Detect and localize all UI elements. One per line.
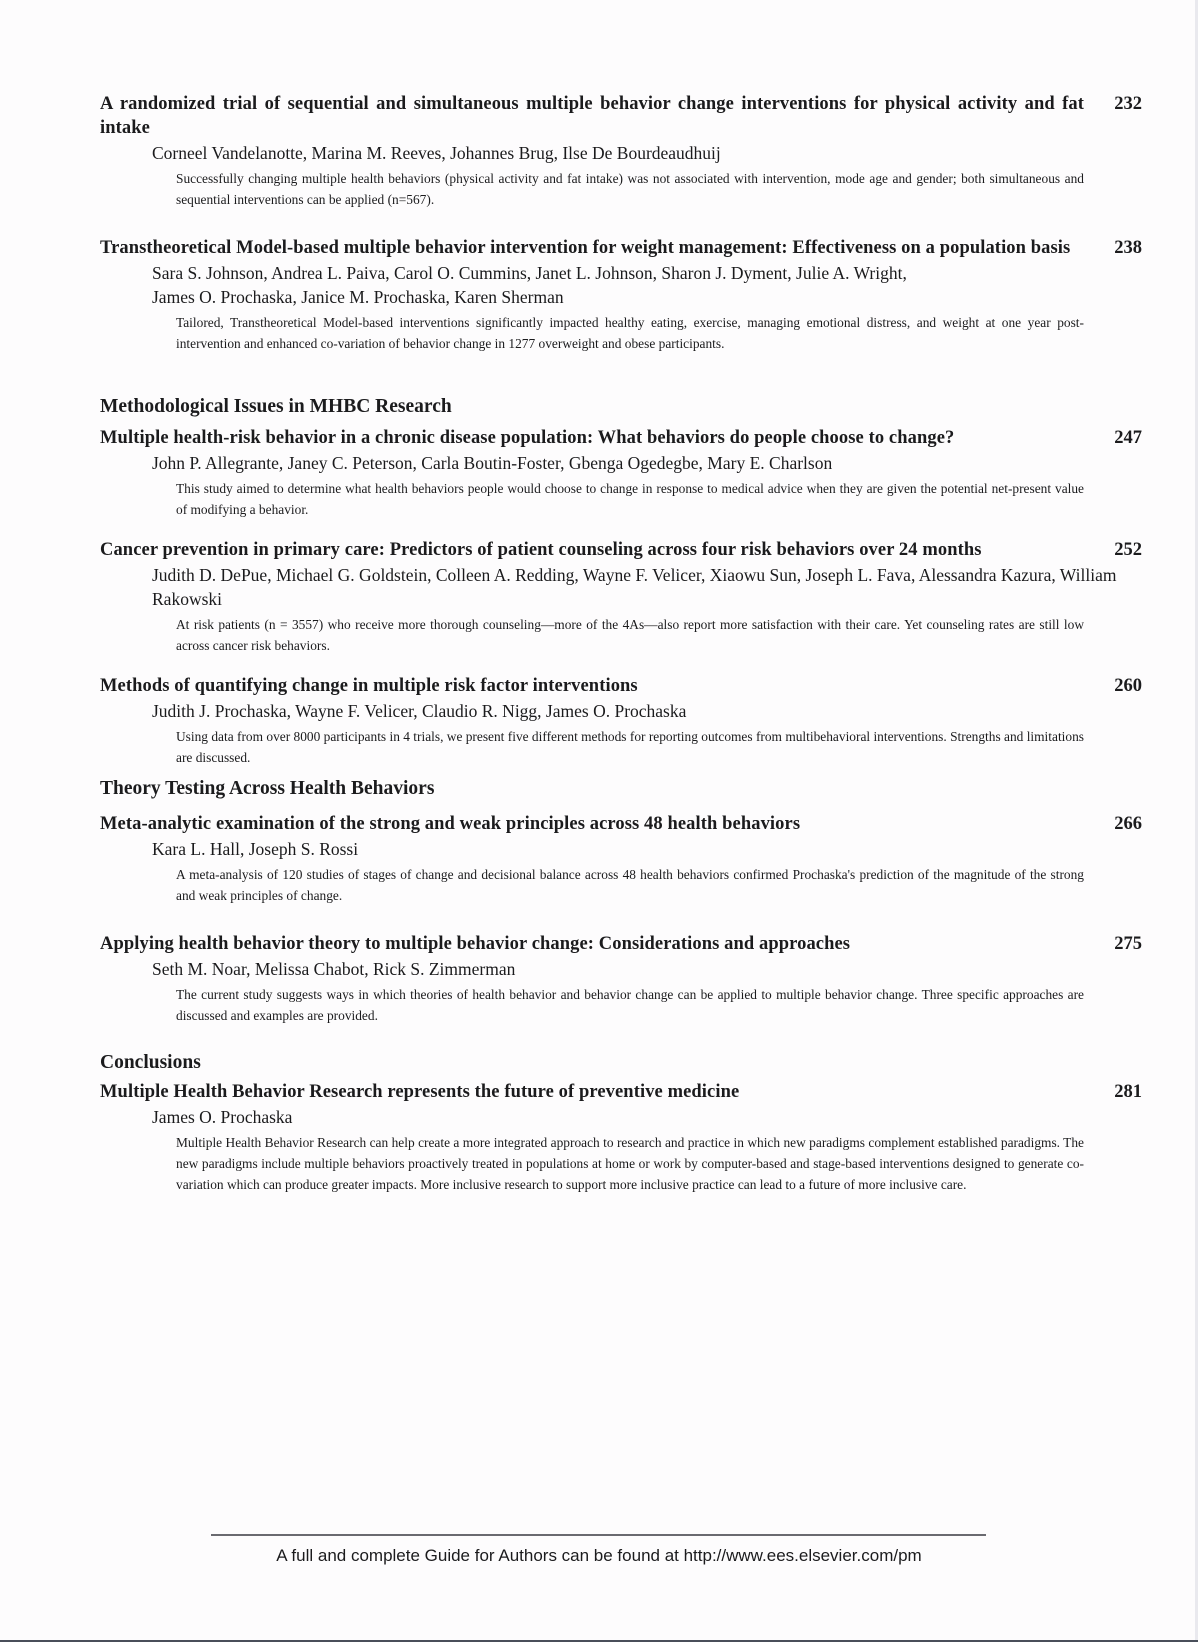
article-authors: Judith D. DePue, Michael G. Goldstein, Colleen A. Redding, Wayne F. Velicer, Xiaowu Sun, Joseph L. Fava, Alessandra Kazura, William Rakowski bbox=[152, 565, 1117, 609]
article-abstract: Multiple Health Behavior Research can help create a more integrated approach to research and practice in which new paradigms complement established paradigms. The new paradigms include multiple behaviors proactively treated in populations at home or work by computer-based and stage-based interventions designed to generate co-variation which can produce greater impacts. More inclusive research to support more inclusive practice can lead to a future of more inclusive care. bbox=[176, 1135, 1084, 1192]
article-authors: Judith J. Prochaska, Wayne F. Velicer, Claudio R. Nigg, James O. Prochaska bbox=[152, 701, 687, 721]
section-heading: Methodological Issues in MHBC Research bbox=[100, 396, 452, 417]
page-number: 232 bbox=[1114, 94, 1142, 114]
footer-guide-for-authors: A full and complete Guide for Authors can be found at http://www.ees.elsevier.com/pm bbox=[276, 1546, 922, 1565]
article-abstract: The current study suggests ways in which theories of health behavior and behavior change can be applied to multiple behavior change. Three specific approaches are discussed and examples are provided. bbox=[176, 987, 1084, 1023]
article-abstract: This study aimed to determine what health behaviors people would choose to change in response to medical advice when they are given the potential net-present value of modifying a behavior. bbox=[176, 481, 1084, 517]
page-number: 238 bbox=[1114, 238, 1142, 258]
toc-entry bbox=[100, 538, 1142, 656]
article-abstract: At risk patients (n = 3557) who receive more thorough counseling—more of the 4As—also report more satisfaction with their care. Yet counseling rates are still low across cancer risk behaviors. bbox=[176, 617, 1084, 653]
page-number: 275 bbox=[1114, 934, 1142, 954]
article-abstract: Tailored, Transtheoretical Model-based interventions significantly impacted healthy eating, exercise, managing emotional distress, and weight at one year post-intervention and enhanced co-variation of behavior change in 1277 overweight and obese participants. bbox=[176, 315, 1084, 351]
article-authors: James O. Prochaska bbox=[152, 1107, 293, 1127]
toc-entry bbox=[100, 932, 1142, 1026]
article-authors: Kara L. Hall, Joseph S. Rossi bbox=[152, 839, 359, 859]
article-title[interactable]: Meta-analytic examination of the strong and weak principles across 48 health behaviors bbox=[100, 814, 801, 834]
article-abstract: A meta-analysis of 120 studies of stages of change and decisional balance across 48 health behaviors confirmed Prochaska's prediction of the magnitude of the strong and weak principles of change. bbox=[176, 867, 1084, 903]
toc-entry bbox=[100, 1080, 1142, 1195]
page-number: 252 bbox=[1114, 540, 1142, 560]
page-number: 266 bbox=[1114, 814, 1142, 834]
article-title[interactable]: Methods of quantifying change in multiple risk factor interventions bbox=[100, 676, 638, 696]
contents-page bbox=[100, 92, 1142, 1195]
section-heading: Theory Testing Across Health Behaviors bbox=[100, 778, 435, 799]
article-title[interactable]: Multiple Health Behavior Research represents the future of preventive medicine bbox=[100, 1082, 740, 1102]
section-heading: Conclusions bbox=[100, 1052, 201, 1073]
page-number: 247 bbox=[1114, 428, 1142, 448]
article-authors: Seth M. Noar, Melissa Chabot, Rick S. Zimmerman bbox=[152, 959, 516, 979]
article-authors: Corneel Vandelanotte, Marina M. Reeves, Johannes Brug, Ilse De Bourdeaudhuij bbox=[152, 143, 721, 163]
toc-entry bbox=[100, 426, 1142, 520]
toc-entry bbox=[100, 674, 1142, 768]
toc-entry bbox=[100, 812, 1142, 906]
article-title[interactable]: A randomized trial of sequential and simultaneous multiple behavior change interventions for physical activity and fat intake bbox=[100, 94, 1084, 138]
article-title[interactable]: Applying health behavior theory to multiple behavior change: Considerations and approaches bbox=[100, 934, 851, 954]
article-abstract: Successfully changing multiple health behaviors (physical activity and fat intake) was not associated with intervention, mode age and gender; both simultaneous and sequential interventions can be applied (n=567). bbox=[176, 171, 1084, 207]
article-title[interactable]: Cancer prevention in primary care: Predictors of patient counseling across four risk behaviors over 24 months bbox=[100, 540, 982, 560]
article-abstract: Using data from over 8000 participants in 4 trials, we present five different methods for reporting outcomes from multibehavioral interventions. Strengths and limitations are discussed. bbox=[176, 729, 1084, 765]
toc-entry bbox=[100, 236, 1142, 354]
page-number: 281 bbox=[1114, 1082, 1142, 1102]
page-number: 260 bbox=[1114, 676, 1142, 696]
article-authors: Sara S. Johnson, Andrea L. Paiva, Carol O. Cummins, Janet L. Johnson, Sharon J. Dyment, Julie A. Wright, James O. Prochaska, Janice M. Prochaska, Karen Sherman bbox=[152, 263, 907, 307]
article-title[interactable]: Multiple health-risk behavior in a chronic disease population: What behaviors do people choose to change? bbox=[100, 428, 955, 448]
toc-entry bbox=[100, 92, 1142, 210]
article-title[interactable]: Transtheoretical Model-based multiple behavior intervention for weight management: Effectiveness on a population basis bbox=[100, 238, 1071, 258]
article-authors: John P. Allegrante, Janey C. Peterson, Carla Boutin-Foster, Gbenga Ogedegbe, Mary E. Charlson bbox=[152, 453, 833, 473]
footer-divider bbox=[211, 1534, 986, 1536]
